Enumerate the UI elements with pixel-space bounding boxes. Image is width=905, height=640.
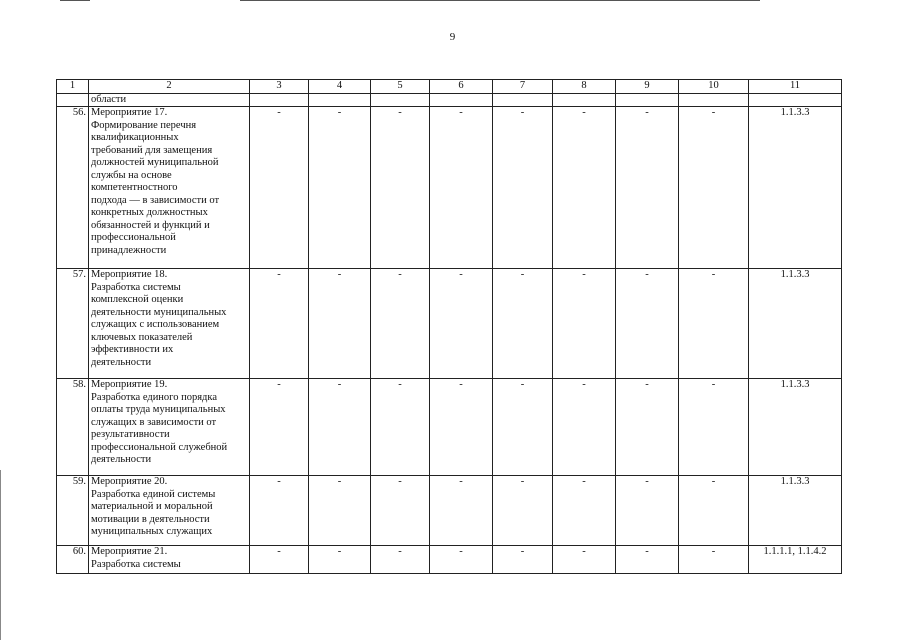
table-row	[57, 379, 842, 476]
value-cell: -	[616, 379, 679, 476]
value-cell	[616, 93, 679, 107]
value-cell	[679, 93, 749, 107]
top-edge-rule	[240, 0, 760, 1]
value-cell: -	[679, 476, 749, 546]
value-cell: -	[250, 546, 309, 574]
value-cell: -	[553, 269, 616, 379]
table-row-continuation	[57, 93, 842, 107]
row-number: 59.	[57, 476, 89, 546]
value-cell: -	[679, 546, 749, 574]
column-header: 6	[430, 80, 493, 94]
value-cell: -	[371, 269, 430, 379]
value-cell	[493, 93, 553, 107]
table-row	[57, 476, 842, 546]
measure-text: Мероприятие 18. Разработка системы комплексной оценки деятельности муниципальных служащих с использованием ключевых показателей эффективности их деятельности	[89, 269, 250, 379]
value-cell: -	[679, 269, 749, 379]
value-cell: -	[309, 546, 371, 574]
value-cell	[309, 93, 371, 107]
value-cell: -	[430, 269, 493, 379]
value-cell: -	[309, 379, 371, 476]
column-header: 8	[553, 80, 616, 94]
value-cell: -	[679, 107, 749, 269]
measure-text: Мероприятие 20. Разработка единой системы материальной и моральной мотивации в деятельности муниципальных служащих	[89, 476, 250, 546]
measures-table	[56, 79, 842, 574]
value-cell: -	[553, 379, 616, 476]
value-cell: -	[430, 379, 493, 476]
top-edge-rule	[60, 0, 90, 1]
column-header: 5	[371, 80, 430, 94]
row-number: 60.	[57, 546, 89, 574]
value-cell: -	[493, 546, 553, 574]
value-cell: -	[493, 107, 553, 269]
page-number: 9	[449, 31, 456, 43]
value-cell: -	[553, 546, 616, 574]
row-number: 56.	[57, 107, 89, 269]
value-cell: -	[553, 476, 616, 546]
value-cell: -	[309, 107, 371, 269]
value-cell: -	[616, 269, 679, 379]
row-number: 58.	[57, 379, 89, 476]
value-cell: -	[371, 107, 430, 269]
table-row	[57, 546, 842, 574]
value-cell: -	[493, 379, 553, 476]
table-row	[57, 269, 842, 379]
measure-text: Мероприятие 17. Формирование перечня квалификационных требований для замещения должностей муниципальной службы на основе компетентностного подхода — в зависимости от конкретных должностных обязанностей и функций и профессиональной принадлежности	[89, 107, 250, 269]
column-header: 4	[309, 80, 371, 94]
column-header: 3	[250, 80, 309, 94]
measure-text-cell: области	[89, 93, 250, 107]
row-number: 57.	[57, 269, 89, 379]
measure-text: Мероприятие 21. Разработка системы	[89, 546, 250, 574]
column-header: 11	[749, 80, 842, 94]
value-cell: -	[616, 476, 679, 546]
value-cell	[371, 93, 430, 107]
code-cell: 1.1.3.3	[749, 107, 842, 269]
value-cell: -	[553, 107, 616, 269]
value-cell: -	[493, 476, 553, 546]
column-header: 7	[493, 80, 553, 94]
measure-text: Мероприятие 19. Разработка единого порядка оплаты труда муниципальных служащих в зависимости от результативности профессиональной служебной деятельности	[89, 379, 250, 476]
header-row	[57, 80, 842, 94]
code-cell: 1.1.1.1, 1.1.4.2	[749, 546, 842, 574]
value-cell: -	[250, 379, 309, 476]
value-cell	[250, 93, 309, 107]
left-edge-mark	[0, 470, 1, 640]
code-cell: 1.1.3.3	[749, 476, 842, 546]
value-cell: -	[371, 546, 430, 574]
value-cell: -	[430, 546, 493, 574]
row-number-cell	[57, 93, 89, 107]
value-cell: -	[616, 546, 679, 574]
column-header: 1	[57, 80, 89, 94]
value-cell: -	[250, 476, 309, 546]
value-cell: -	[616, 107, 679, 269]
column-header: 10	[679, 80, 749, 94]
value-cell: -	[493, 269, 553, 379]
value-cell: -	[430, 476, 493, 546]
value-cell: -	[371, 379, 430, 476]
code-cell: 1.1.3.3	[749, 379, 842, 476]
value-cell	[430, 93, 493, 107]
value-cell: -	[309, 476, 371, 546]
table-row	[57, 107, 842, 269]
value-cell: -	[250, 269, 309, 379]
value-cell: -	[430, 107, 493, 269]
code-cell	[749, 93, 842, 107]
value-cell: -	[679, 379, 749, 476]
column-header: 2	[89, 80, 250, 94]
value-cell	[553, 93, 616, 107]
code-cell: 1.1.3.3	[749, 269, 842, 379]
value-cell: -	[371, 476, 430, 546]
column-header: 9	[616, 80, 679, 94]
value-cell: -	[250, 107, 309, 269]
value-cell: -	[309, 269, 371, 379]
